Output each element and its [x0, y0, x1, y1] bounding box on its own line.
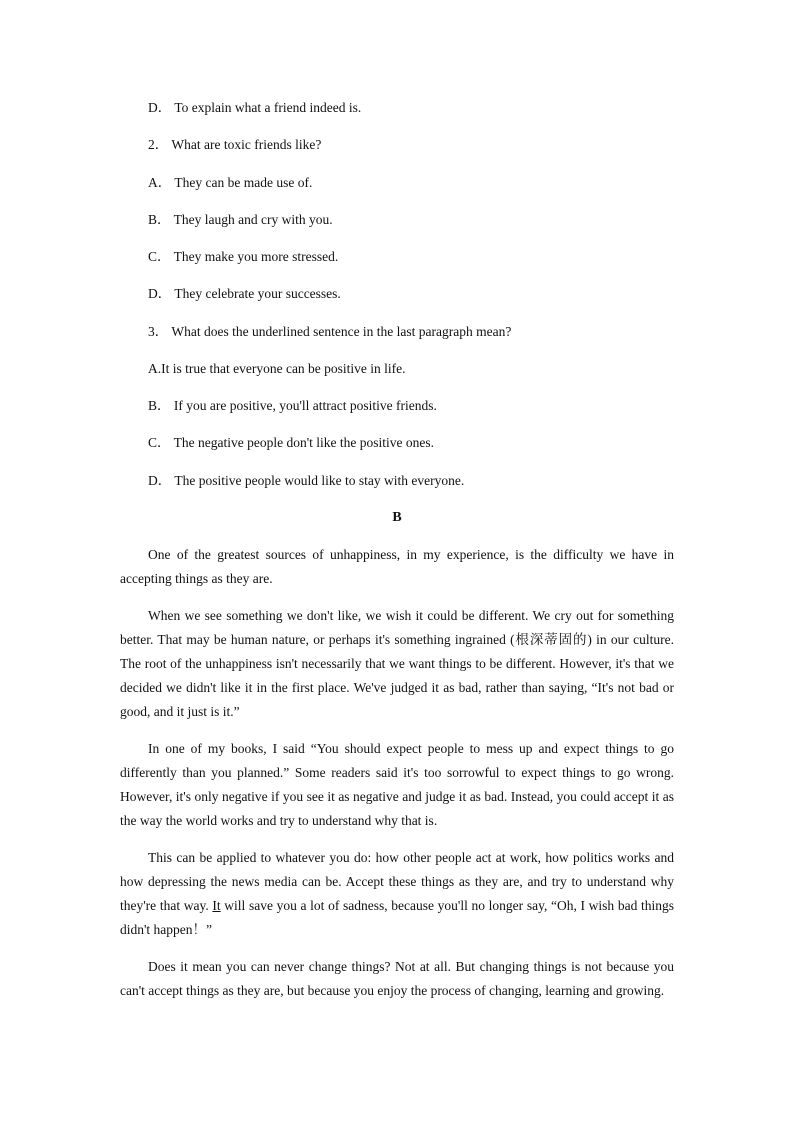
q3-option-a: A.It is true that everyone can be positive in life. — [148, 361, 406, 376]
p4-text-before: This can be applied to whatever you do: how other people act at work, how politics works and how depressing the news media can be. Accept these things as they are, and try to understand why they're that way. — [120, 850, 674, 913]
section-title: B — [392, 510, 402, 525]
q2-option-d: D． They celebrate your successes. — [148, 286, 341, 301]
q1-option-d: D． To explain what a friend indeed is. — [148, 100, 362, 115]
q2-option-a: A． They can be made use of. — [148, 175, 313, 190]
q2-option-b: B． They laugh and cry with you. — [148, 212, 333, 227]
q3-option-d: D． The positive people would like to stay with everyone. — [148, 473, 465, 488]
q3-question: 3． What does the underlined sentence in the last paragraph mean? — [148, 324, 512, 339]
q3-option-b: B． If you are positive, you'll attract positive friends. — [148, 398, 437, 413]
passage-paragraph-5: Does it mean you can never change things? Not at all. But changing things is not because you can't accept things as they are, but because you enjoy the process of changing, learning and growing. — [120, 959, 674, 998]
underlined-word: It — [212, 898, 221, 913]
passage-paragraph-3: In one of my books, I said “You should expect people to mess up and expect things to go differently than you planned.” Some readers said it's too sorrowful to expect things to go wrong. However, it's only negative if you see it as negative and judge it as bad. Instead, you could accept it as the way the world works and try to understand why that is. — [120, 741, 674, 828]
q2-question: 2． What are toxic friends like? — [148, 137, 322, 152]
p4-text-after: will save you a lot of sadness, because you'll no longer say, “Oh, I wish bad things didn't happen！” — [120, 898, 674, 937]
passage-paragraph-2: When we see something we don't like, we wish it could be different. We cry out for something better. That may be human nature, or perhaps it's something ingrained (根深蒂固的) in our culture. The root of the unhappiness isn't necessarily that we want things to be different. However, it's that we decided we didn't like it in the first place. We've judged it as bad, rather than saying, “It's not bad or good, and it just is it.” — [120, 608, 674, 719]
q3-option-c: C． The negative people don't like the positive ones. — [148, 435, 434, 450]
passage-paragraph-4 — [120, 846, 674, 942]
q2-option-c: C． They make you more stressed. — [148, 249, 339, 264]
passage-paragraph-1: One of the greatest sources of unhappiness, in my experience, is the difficulty we have in accepting things as they are. — [120, 547, 674, 586]
